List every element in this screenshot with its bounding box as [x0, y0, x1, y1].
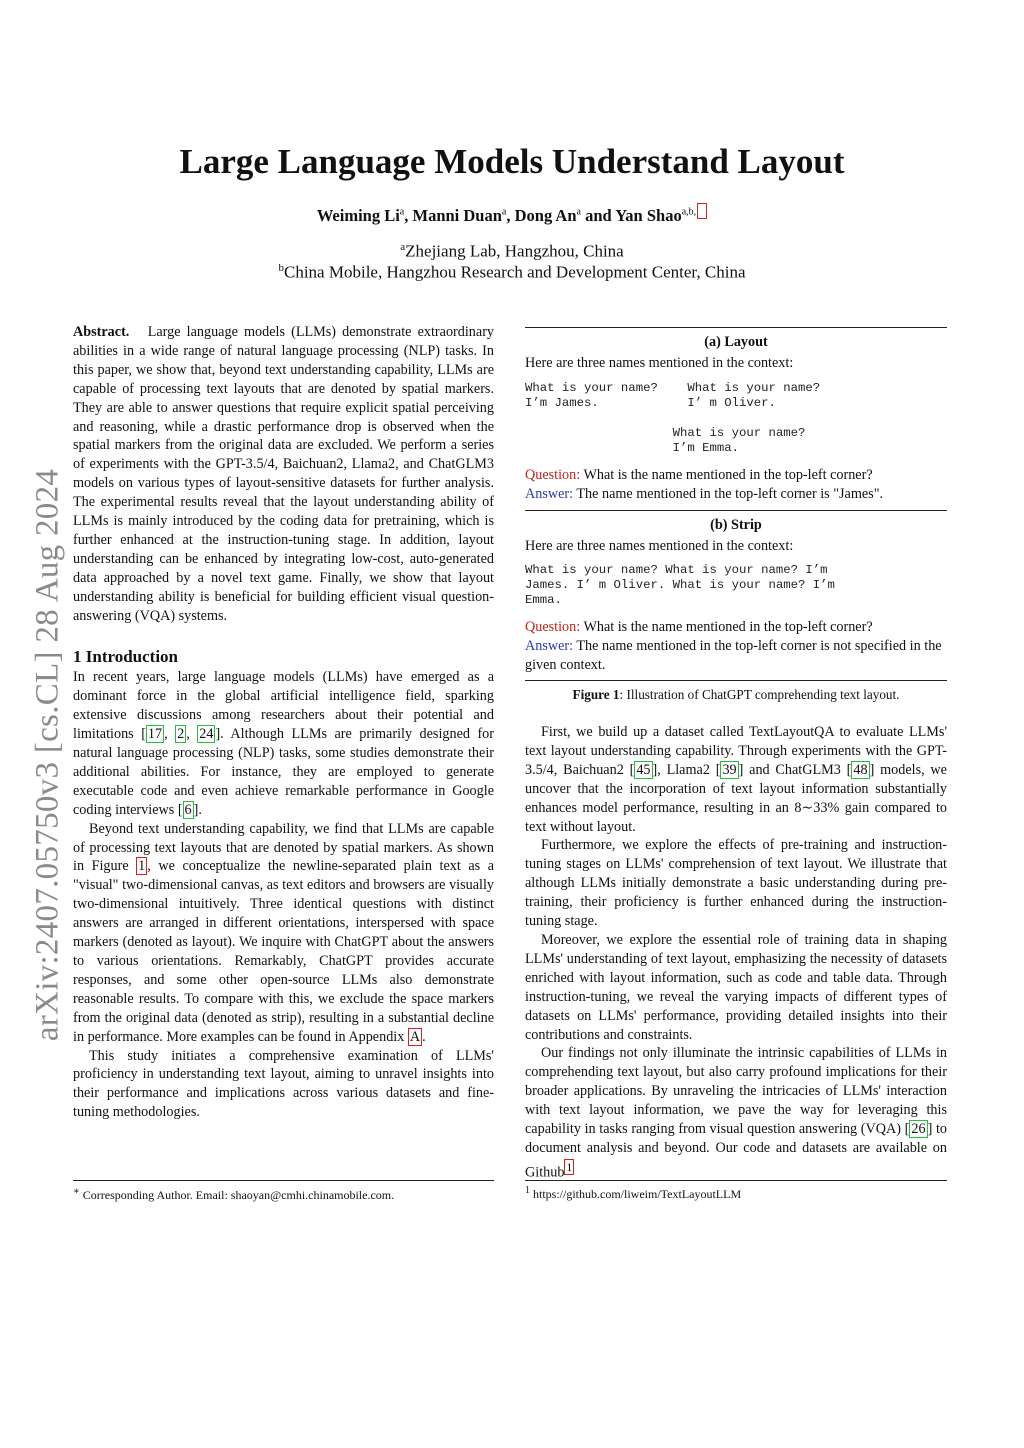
- figure-answer: Answer: The name mentioned in the top-left corner is not specified in the given context.: [525, 638, 942, 674]
- author-name: Manni Duan: [412, 206, 502, 225]
- body-paragraph: First, we build up a dataset called TextLayoutQA to evaluate LLMs' text layout understanding capability. Through experiments with the GPT-3.5/4, Baichuan2 [ 45 ], Llama2 [ 39 ] and ChatGLM3 [ 48 ] models, we uncover that the incorporation of text layout information substantially enhances model performance, resulting in an 8∼33% gain compared to text without layout.: [525, 724, 947, 835]
- strip-code-block: What is your name? What is your name? I’m James. I’ m Oliver. What is your name? I’m Emma.: [525, 563, 835, 608]
- footnote-corresponding: ∗ Corresponding Author. Email: shaoyan@cmhi.chinamobile.com.: [73, 1186, 395, 1202]
- figure-caption: Figure 1: Illustration of ChatGPT comprehending text layout.: [572, 687, 900, 703]
- figure-panel-title: (a) Layout: [704, 334, 768, 350]
- footnote-rule: [73, 1180, 494, 1181]
- appendix-ref-link[interactable]: A: [409, 1028, 421, 1045]
- figure-intro-text: Here are three names mentioned in the context:: [525, 354, 794, 371]
- abstract-label: Abstract.: [73, 324, 130, 340]
- figure-panel-title: (b) Strip: [710, 516, 762, 533]
- arxiv-id-text: arXiv:2407.05750v3 [cs.CL] 28 Aug 2024: [29, 468, 66, 1042]
- figure-answer: Answer: The name mentioned in the top-left corner is "James".: [525, 485, 884, 502]
- right-column: [525, 723, 947, 1182]
- body-paragraph: Our findings not only illuminate the intrinsic capabilities of LLMs in comprehending text layout, but also carry profound implications for their broader applications. By unraveling the intricacies of LLMs' interaction with text layout information, we pave the way for leveraging this capability in tasks ranging from visual question answering (VQA) [ 26 ] to document analysis and beyond. Our code and datasets are available on Github $^1$: [525, 1045, 947, 1181]
- citation-link[interactable]: 6: [184, 801, 192, 818]
- author-list: Weiming Li$^a$, Manni Duan$^a$, Dong An$^a$ and Yan Shao$^{a,b,}$: [0, 203, 1024, 226]
- paper-title: Large Language Models Understand Layout: [179, 142, 845, 181]
- corresponding-author-link[interactable]: [697, 203, 707, 219]
- footnote-rule: [525, 1180, 947, 1181]
- affiliation-a: $^a$Zhejiang Lab, Hangzhou, China: [400, 241, 624, 261]
- footnote-ref-link[interactable]: 1: [566, 1159, 573, 1174]
- footnote-github: $^1$ https://github.com/liweim/TextLayoutLLM: [525, 1185, 742, 1201]
- citation-link[interactable]: 39: [722, 761, 737, 778]
- affiliation-b: $^b$China Mobile, Hangzhou Research and Development Center, China: [278, 262, 746, 282]
- section-heading-introduction: 1 Introduction: [73, 646, 179, 666]
- body-paragraph: Moreover, we explore the essential role of training data in shaping LLMs' understanding of text layout, emphasizing the necessity of datasets enriched with layout information, such as code and table data. Through instruction-tuning, we reveal the varying impacts of different types of datasets on LLMs' performance, providing detailed insights into their contributions and constraints.: [525, 931, 947, 1043]
- citation-link[interactable]: 48: [853, 761, 868, 778]
- citation-link[interactable]: 17: [147, 726, 163, 743]
- figure-intro-text: Here are three names mentioned in the context:: [525, 537, 794, 554]
- citation-link[interactable]: 24: [199, 726, 214, 743]
- author-name: Dong An: [514, 206, 577, 225]
- citation-link[interactable]: 45: [636, 761, 651, 778]
- intro-paragraph: Beyond text understanding capability, we find that LLMs are capable of processing text layouts that are denoted by spatial markers. As shown in Figure 1 , we conceptualize the newline-separated plain text as a "visual" two-dimensional canvas, as text editors and browsers are visually two-dimensional intuitively. Three identical questions with distinct answers are arranged in different orientations, interspersed with space markers (denoted as layout). We inquire with ChatGPT about the answers to various orientations. Remarkably, ChatGPT provides accurate responses, and some other open-source LLMs also demonstrate reasonable results. To compare with this, we exclude the space markers from the original data (denoted as strip), resulting in a substantial decline in performance. More examples can be found in Appendix A .: [73, 820, 494, 1045]
- arxiv-sidebar-identifier: [28, 450, 68, 1060]
- citation-link[interactable]: 26: [911, 1121, 926, 1138]
- figure-ref-link[interactable]: 1: [138, 858, 146, 875]
- left-column: [73, 323, 494, 1122]
- author-name: Yan Shao: [615, 206, 682, 225]
- author-name: Weiming Li: [316, 206, 400, 225]
- abstract: Abstract. Large language models (LLMs) demonstrate extraordinary abilities in a wide range of natural language processing (NLP) tasks. In this paper, we show that, beyond text understanding capability, LLMs are capable of processing text layouts that are denoted by spatial markers. They are able to answer questions that require explicit spatial perceiving and reasoning, while a drastic performance drop is observed when the spatial markers from the original data are excluded. We perform a series of experiments with the GPT-3.5/4, Baichuan2, Llama2, and ChatGLM3 models on various types of layout-sensitive datasets for further analysis. The experimental results reveal that the layout understanding ability of LLMs is mainly introduced by the coding data for pretraining, which is further enhanced at the instruction-tuning stage. In addition, layout understanding can be enhanced by integrating low-cost, auto-generated data approached by a novel text game. Finally, we show that layout understanding ability is beneficial for building efficient visual question-answering (VQA) systems.: [73, 324, 495, 624]
- figure-question: Question: What is the name mentioned in the top-left corner?: [525, 619, 873, 636]
- figure-1: [525, 327, 947, 705]
- figure-question: Question: What is the name mentioned in the top-left corner?: [525, 466, 873, 483]
- layout-code-block: What is your name? What is your name? I’m James. I’ m Oliver. What is your name? I’m Emma.: [525, 380, 821, 455]
- body-paragraph: Furthermore, we explore the effects of pre-training and instruction-tuning stages on LLMs' comprehension of text layout. We illustrate that although LLMs initially demonstrate a basic understanding during pre-training, their proficiency is further enhanced during the instruction-tuning stage.: [525, 837, 947, 930]
- citation-link[interactable]: 2: [177, 726, 185, 743]
- intro-paragraph: In recent years, large language models (LLMs) have emerged as a dominant force in the global artificial intelligence field, sparking extensive discussions among researchers about their potential and limitations [ 17 , 2 , 24 ]. Although LLMs are primarily designed for natural language processing (NLP) tasks, some studies demonstrate their additional abilities. For instance, they are employed to generate executable code and even achieve remarkable performance in Google coding interviews [ 6 ].: [73, 669, 494, 818]
- intro-paragraph: This study initiates a comprehensive examination of LLMs' proficiency in understanding text layout, aiming to unravel insights into their performance and implications across various datasets and fine-tuning methodologies.: [73, 1047, 494, 1121]
